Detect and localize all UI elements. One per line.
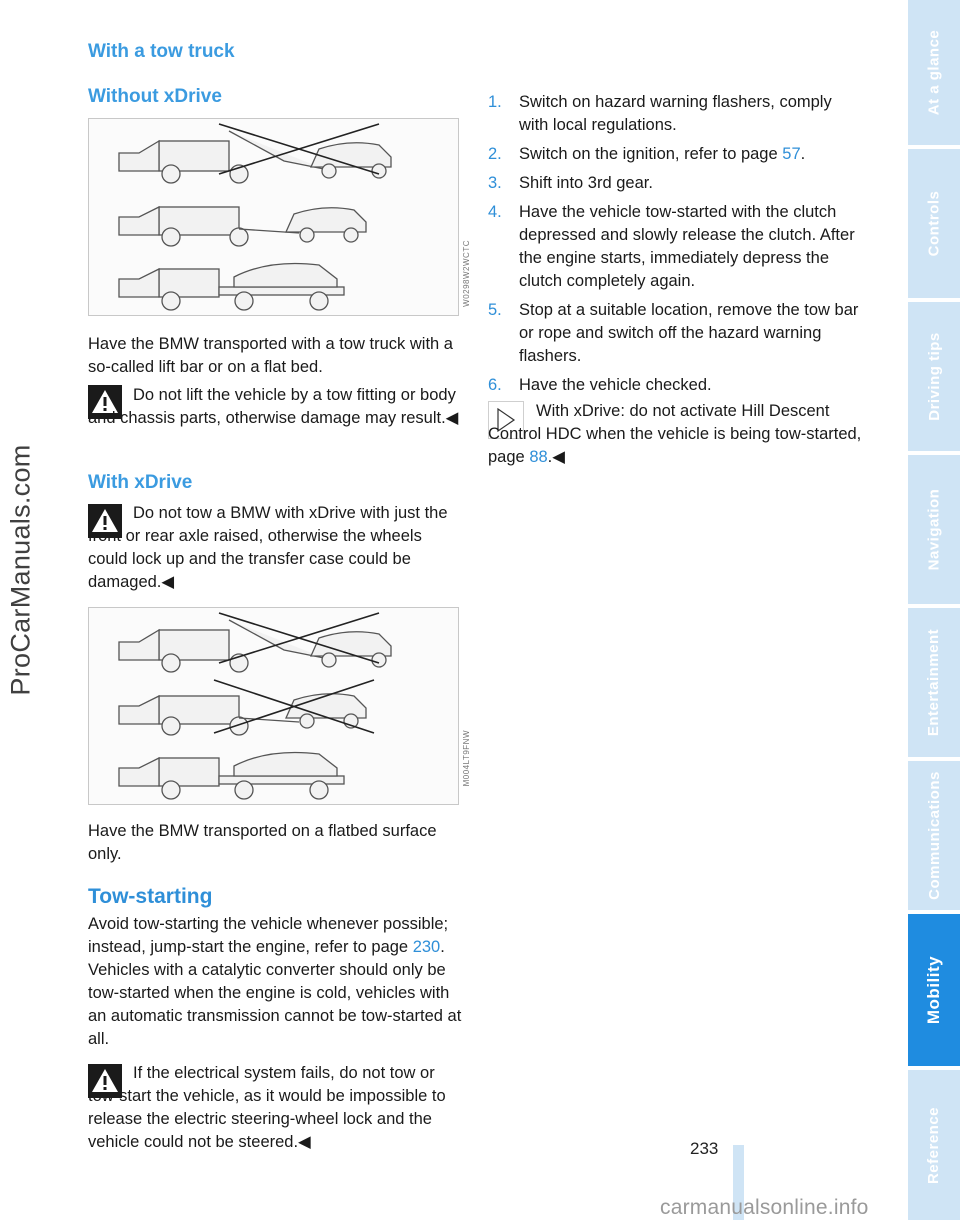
tab-at-a-glance[interactable]: At a glance <box>908 0 960 145</box>
tow-starting-paragraph: Avoid tow-starting the vehicle whenever possible; instead, jump-start the engine, refer to page 230. Vehicles with a catalytic converter should only be tow-started when the engine is cold, vehicles with an automatic transmission cannot be tow-started at all. <box>88 915 462 1048</box>
tow-truck-illustration-2 <box>89 608 458 804</box>
figure-code-1: W0298W2WCTC <box>462 240 471 307</box>
page-link-88[interactable]: 88 <box>529 448 548 466</box>
tab-controls[interactable]: Controls <box>908 149 960 298</box>
list-item: 6. Have the vehicle checked. <box>488 376 712 394</box>
list-item: 2. Switch on the ignition, refer to page 57. <box>488 145 806 163</box>
side-watermark: ProCarManuals.com <box>5 444 36 696</box>
list-item: 4. Have the vehicle tow-started with the clutch depressed and slowly release the clutch. After the engine starts, immediately depress the clutch completely again. <box>488 203 855 290</box>
heading-with-tow-truck: With a tow truck <box>88 41 235 62</box>
footer-watermark: carmanualsonline.info <box>660 1196 869 1219</box>
tow-start-steps <box>488 91 860 403</box>
note-paragraph: With xDrive: do not activate Hill Descent Control HDC when the vehicle is being tow-started, page 88.◀ <box>488 402 862 466</box>
figure-tow-truck-with-xdrive <box>88 607 459 805</box>
warning-paragraph-1: Do not lift the vehicle by a tow fitting or body and chassis parts, otherwise damage may result.◀ <box>88 386 459 427</box>
chapter-sidebar <box>908 0 960 1220</box>
tab-communications[interactable]: Communications <box>908 761 960 910</box>
list-item: 1. Switch on hazard warning flashers, comply with local regulations. <box>488 93 832 134</box>
page-number: 233 <box>690 1139 719 1158</box>
page-link-230[interactable]: 230 <box>412 938 441 956</box>
tab-navigation[interactable]: Navigation <box>908 455 960 604</box>
heading-tow-starting: Tow-starting <box>88 885 213 908</box>
tow-truck-illustration-1 <box>89 119 458 315</box>
tab-reference[interactable]: Reference <box>908 1070 960 1220</box>
flatbed-paragraph: Have the BMW transported on a flatbed surface only. <box>88 822 437 863</box>
page-link-57[interactable]: 57 <box>782 145 801 163</box>
tab-mobility[interactable]: Mobility <box>908 914 960 1066</box>
figure-code-2: M004LT9FNW <box>462 730 471 787</box>
tab-entertainment[interactable]: Entertainment <box>908 608 960 757</box>
list-item: 5. Stop at a suitable location, remove the tow bar or rope and switch off the hazard warning flashers. <box>488 301 859 365</box>
list-item: 3. Shift into 3rd gear. <box>488 174 653 192</box>
warning-paragraph-2: Do not tow a BMW with xDrive with just the front or rear axle raised, otherwise the wheels could lock up and the transfer case could be damaged.◀ <box>88 504 448 591</box>
tab-driving-tips[interactable]: Driving tips <box>908 302 960 451</box>
tow-truck-paragraph: Have the BMW transported with a tow truck with a so-called lift bar or on a flat bed. <box>88 335 453 376</box>
heading-with-xdrive: With xDrive <box>88 472 193 493</box>
figure-tow-truck-without-xdrive <box>88 118 459 316</box>
heading-without-xdrive: Without xDrive <box>88 86 222 107</box>
warning-paragraph-3: If the electrical system fails, do not tow or tow-start the vehicle, as it would be impossible to release the electric steering-wheel lock and the vehicle could not be steered.◀ <box>88 1064 446 1151</box>
